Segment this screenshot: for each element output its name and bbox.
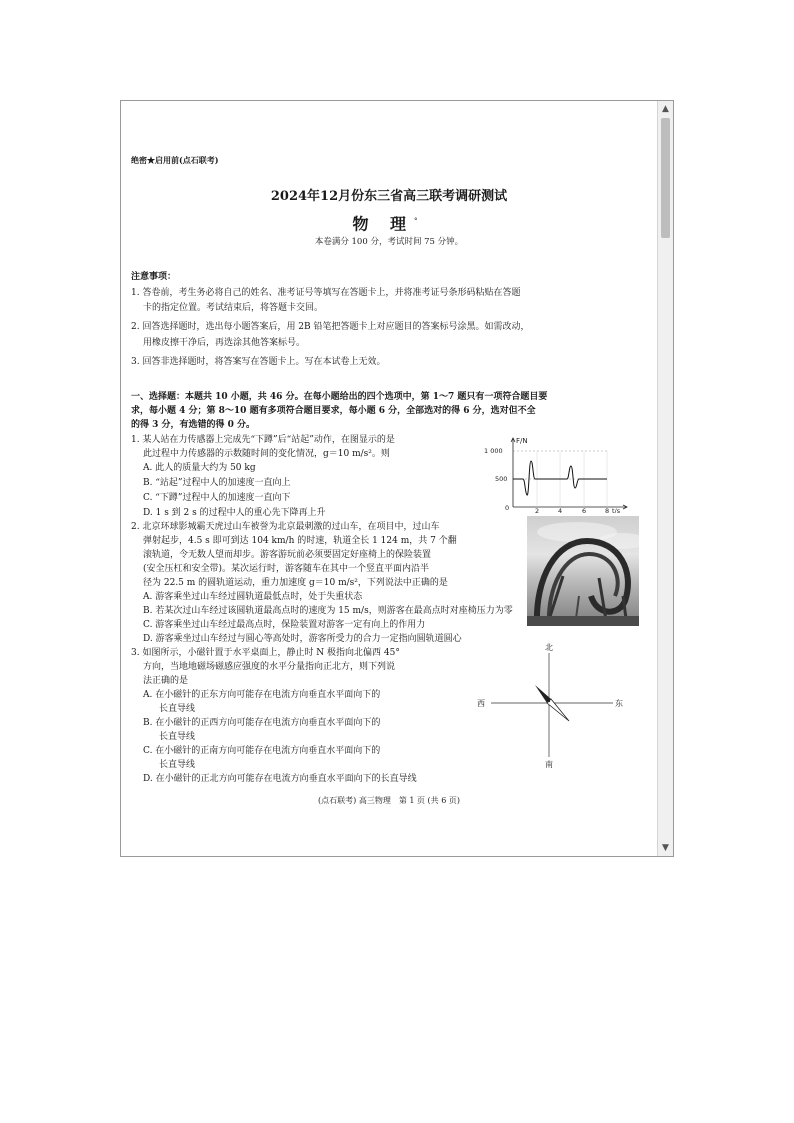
q2-option-a: A. 游客乘坐过山车经过圆轨道最低点时，处于失重状态 [143, 592, 363, 602]
force-time-graph [481, 433, 631, 513]
q2-option-d: D. 游客乘坐过山车经过与圆心等高处时，游客所受力的合力一定指向圆轨道圆心 [143, 634, 462, 644]
q3-option-b: B. 在小磁针的正西方向可能存在电流方向垂直水平面向下的 [143, 718, 381, 728]
q2-stem: 径为 22.5 m 的圆轨道运动，重力加速度 g＝10 m/s²，下列说法中正确的是 [143, 578, 448, 588]
q2-option-c: C. 游客乘坐过山车经过最高点时，保险装置对游客一定有向上的作用力 [143, 620, 426, 630]
x-tick: 2 [535, 507, 540, 513]
subject-text: 物 理 [352, 214, 415, 234]
notes-heading: 注意事项： [131, 272, 177, 282]
subject-mark: ° [414, 217, 426, 225]
subject-title [121, 211, 657, 234]
q1-option-d: D. 1 s 到 2 s 的过程中人的重心先下降再上升 [143, 508, 326, 518]
x-axis-label: t/s [612, 507, 621, 513]
roller-coaster-image [527, 516, 639, 626]
page-footer: (点石联考) 高三物理 第 1 页 (共 6 页) [318, 796, 460, 805]
q3-option-a: A. 在小磁针的正东方向可能存在电流方向垂直水平面向下的 [143, 690, 381, 700]
q3-stem: 法正确的是 [143, 676, 189, 686]
scroll-down-icon[interactable]: ▼ [662, 843, 669, 853]
q3-stem: 3. 如图所示，小磁针置于水平桌面上，静止时 N 极指向北偏西 45° [131, 648, 400, 658]
y-axis-label: F/N [516, 437, 528, 445]
section-instructions: 一、选择题：本题共 10 小题，共 46 分。在每小题给出的四个选项中，第 1～7 题只有一项符合题目要 [131, 392, 548, 402]
compass-south: 南 [545, 760, 553, 769]
x-tick: 6 [582, 507, 587, 513]
compass-north: 北 [545, 643, 553, 652]
q1-stem: 此过程中力传感器的示数随时间的变化情况，g＝10 m/s²。则 [143, 449, 390, 459]
compass-east: 东 [615, 699, 623, 708]
note-line: 3. 回答非选择题时，将答案写在答题卡上。写在本试卷上无效。 [131, 357, 386, 367]
q3-option-c: C. 在小磁针的正南方向可能存在电流方向垂直水平面向下的 [143, 746, 381, 756]
note-line: 用橡皮擦干净后，再选涂其他答案标号。 [143, 338, 306, 348]
exam-page [121, 101, 657, 856]
q2-option-b: B. 若某次过山车经过该圆轨道最高点时的速度为 15 m/s，则游客在最高点时对座椅压力为零 [143, 606, 513, 616]
q3-option-c-cont: 长直导线 [159, 760, 196, 770]
section-instructions: 的得 3 分，有选错的得 0 分。 [131, 420, 256, 430]
document-viewer [120, 100, 674, 857]
q1-option-a: A. 此人的质量大约为 50 kg [143, 463, 256, 473]
exam-info: 本卷满分 100 分，考试时间 75 分钟。 [314, 237, 464, 247]
x-tick: 8 [605, 507, 610, 513]
q1-stem: 1. 某人站在力传感器上完成先“下蹲”后“站起”动作，在图显示的是 [131, 435, 395, 445]
secret-tag: 绝密★启用前(点石联考) [131, 155, 219, 165]
x-tick: 4 [558, 507, 563, 513]
roller-coaster-photo [527, 516, 639, 626]
q3-option-b-cont: 长直导线 [159, 732, 196, 742]
q1-option-b: B. “站起”过程中人的加速度一直向上 [143, 478, 291, 488]
q2-stem: 滚轨道，令无数人望而却步。游客游玩前必须要固定好座椅上的保险装置 [143, 550, 432, 560]
vertical-scrollbar[interactable] [657, 101, 673, 856]
compass-west: 西 [477, 699, 485, 708]
scrollbar-thumb[interactable] [661, 118, 670, 238]
note-line: 卡的指定位置。考试结束后，将答题卡交回。 [143, 303, 324, 313]
q3-option-d: D. 在小磁针的正北方向可能存在电流方向垂直水平面向下的长直导线 [143, 774, 417, 784]
q3-stem: 方向，当地地磁场磁感应强度的水平分量指向正北方，则下列说 [143, 662, 396, 672]
note-line: 2. 回答选择题时，选出每小题答案后，用 2B 铅笔把答题卡上对应题目的答案标号涂黑。如需改动， [131, 322, 530, 332]
scroll-up-icon[interactable]: ▲ [662, 104, 669, 114]
q3-option-a-cont: 长直导线 [159, 704, 196, 714]
q1-option-c: C. “下蹲”过程中人的加速度一直向下 [143, 493, 291, 503]
compass-diagram [473, 641, 633, 769]
y-tick: 500 [495, 475, 508, 483]
y-tick: 0 [505, 504, 510, 512]
y-tick: 1 000 [484, 447, 503, 455]
q2-stem: (安全压杠和安全带)。某次运行时，游客随车在其中一个竖直平面内沿半 [143, 564, 430, 574]
note-line: 1. 答卷前，考生务必将自己的姓名、准考证号等填写在答题卡上，并将准考证号条形码粘贴在答题 [131, 288, 521, 298]
q2-stem: 弹射起步，4.5 s 即可到达 104 km/h 的时速，轨道全长 1 124 m，共 7 个翻 [143, 536, 457, 546]
section-instructions: 求，每小题 4 分；第 8～10 题有多项符合题目要求，每小题 6 分，全部选对的得 6 分，选对但不全 [131, 406, 536, 416]
exam-title: 2024年12月份东三省高三联考调研测试 [270, 189, 508, 204]
q2-stem: 2. 北京环球影城霸天虎过山车被誉为北京最刺激的过山车，在项目中，过山车 [131, 522, 440, 532]
